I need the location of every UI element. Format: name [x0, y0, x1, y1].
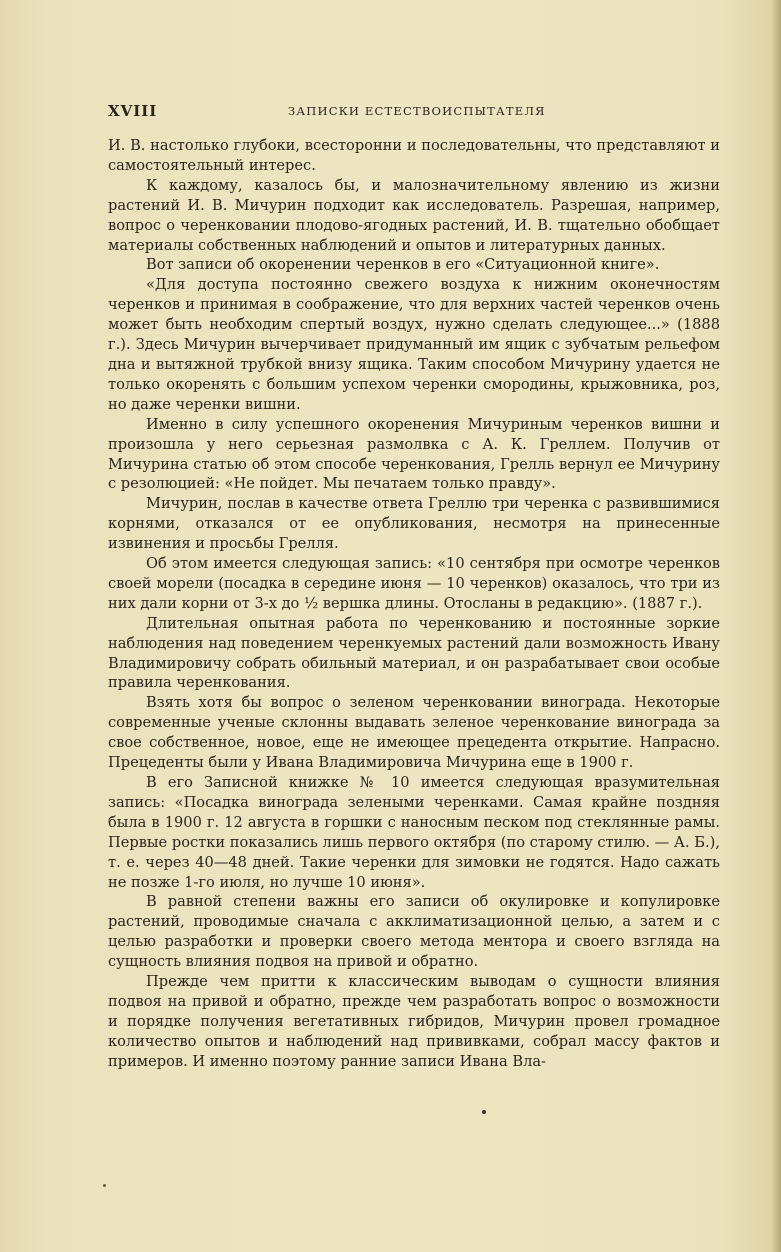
paragraph: «Для доступа постоянно свежего воздуха к нижним оконечностям черенков и принимая в соображение, что для верхних частей черенков очень может быть необходим спертый воздух, нужно сделать следующее...» (1888 г.). Здесь Мичурин вычерчивает придуманный им ящик с зубчатым рельефом дна и вытяжной трубкой внизу ящика. Таким способом Мичурину удается не только окоренять с большим успехом черенки смородины, крыжовника, роз, но даже черенки вишни. [108, 276, 720, 413]
page-number: XVIII [108, 102, 158, 120]
paragraph: И. В. настолько глубоки, всесторонни и последовательны, что представляют и самостоятельный интерес. [108, 137, 720, 174]
page-header [108, 102, 718, 124]
paragraph: Вот записи об окоренении черенков в его «Ситуационной книге». [146, 256, 660, 274]
paragraph: Взять хотя бы вопрос о зеленом черенковании винограда. Некоторые современные ученые склонны выдавать зеленое черенкование винограда за свое собственное, новое, еще не имеющее прецедента открытие. Напрасно. Прецеденты были у Ивана Владимировича Мичурина еще в 1900 г. [108, 694, 720, 772]
body-text [108, 136, 720, 1072]
print-speck [103, 1184, 106, 1187]
running-title: ЗАПИСКИ ЕСТЕСТВОИСПЫТАТЕЛЯ [288, 104, 546, 118]
paragraph: В его Записной книжке № 10 имеется следующая вразумительная запись: «Посадка винограда зелеными черенками. Самая крайне поздняя была в 1900 г. 12 августа в горшки с наносным песком под стеклянные рамы. Первые ростки показались лишь первого октября (по старому стилю. — А. Б.), т. е. через 40—48 дней. Такие черенки для зимовки не годятся. Надо сажать не позже 1-го июля, но лучше 10 июня». [108, 774, 720, 891]
paragraph: Именно в силу успешного окоренения Мичуриным черенков вишни и произошла у него серьезная размолвка с А. К. Греллем. Получив от Мичурина статью об этом способе черенкования, Грелль вернул ее Мичурину с резолюцией: «Не пойдет. Мы печатаем только правду». [108, 415, 720, 493]
paragraph: Об этом имеется следующая запись: «10 сентября при осмотре черенков своей морели (посадка в середине июня — 10 черенков) оказалось, что три из них дали корни от 3-х до ½ вершка длины. Отосланы в редакцию». (1887 г.). [108, 555, 720, 612]
paragraph: В равной степени важны его записи об окулировке и копулировке растений, проводимые сначала с акклиматизационной целью, а затем и с целью разработки и проверки своего метода ментора и своего взгляда на сущность влияния подвоя на привой и обратно. [108, 893, 720, 971]
paragraph: К каждому, казалось бы, и малозначительному явлению из жизни растений И. В. Мичурин подходит как исследователь. Разрешая, например, вопрос о черенковании плодово-ягодных растений, И. В. тщательно обобщает материалы собственных наблюдений и опытов и литературных данных. [108, 176, 720, 254]
paragraph: Длительная опытная работа по черенкованию и постоянные зоркие наблюдения над поведением черенкуемых растений дали возможность Ивану Владимировичу собрать обильный материал, и он разрабатывает свои особые правила черенкования. [108, 614, 720, 692]
print-speck [482, 1110, 486, 1114]
paragraph: Прежде чем притти к классическим выводам о сущности влияния подвоя на привой и обратно, прежде чем разработать вопрос о возможности и порядке получения вегетативных гибридов, Мичурин провел громадное количество опытов и наблюдений над прививками, собрал массу фактов и примеров. И именно поэтому ранние записи Ивана Вла- [108, 973, 720, 1070]
page-edge-shadow [771, 0, 781, 1252]
paragraph: Мичурин, послав в качестве ответа Греллю три черенка с развившимися корнями, отказался от ее опубликования, несмотря на принесенные извинения и просьбы Грелля. [108, 495, 720, 553]
